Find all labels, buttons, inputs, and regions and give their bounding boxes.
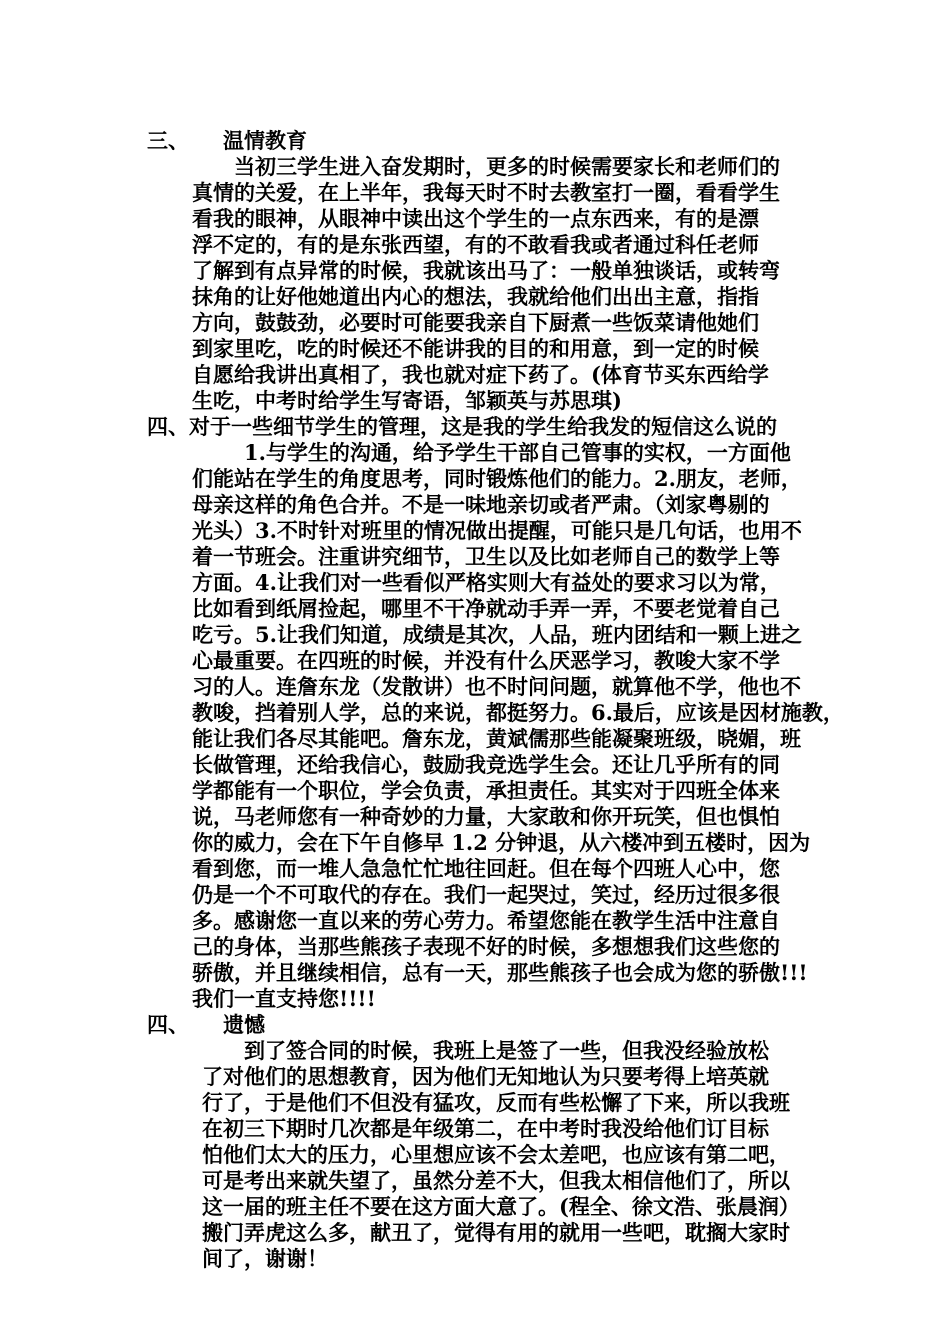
section-4a-line: 说，马老师您有一种奇妙的力量，大家敢和你开玩笑，但也惧怕 <box>192 804 780 829</box>
section-4a-line: 你的威力，会在下午自修早 1.2 分钟退，从六楼冲到五楼时，因为 <box>192 830 811 855</box>
section-4b-title: 遗憾 <box>223 1012 265 1037</box>
section-4a-line: 多。感谢您一直以来的劳心劳力。希望您能在教学生活中注意自 <box>192 908 780 933</box>
section-4a-line: 学都能有一个职位，学会负责，承担责任。其实对于四班全体来 <box>192 778 780 803</box>
section-4b-line: 行了，于是他们不但没有猛攻，反而有些松懈了下来，所以我班 <box>202 1090 790 1115</box>
section-4a-line: 比如看到纸屑捡起，哪里不干净就动手弄一弄，不要老觉着自己 <box>192 596 780 621</box>
section-4b-heading <box>147 1012 265 1038</box>
section-3-line: 看我的眼神，从眼神中读出这个学生的一点东西来，有的是漂 <box>192 206 759 231</box>
section-4b-line: 搬门弄虎这么多，献丑了，觉得有用的就用一些吧，耽搁大家时 <box>202 1220 790 1245</box>
section-4a-line: 长做管理，还给我信心，鼓励我竞选学生会。还让几乎所有的同 <box>192 752 780 777</box>
section-3-line: 到家里吃，吃的时候还不能讲我的目的和用意，到一定的时候 <box>192 336 759 361</box>
section-4a-line: 们能站在学生的角度思考，同时锻炼他们的能力。2.朋友，老师， <box>192 466 802 491</box>
section-3-line: 生吃，中考时给学生写寄语，邹颖英与苏思琪) <box>192 388 622 413</box>
section-3-line: 浮不定的，有的是东张西望，有的不敢看我或者通过科任老师 <box>192 232 759 257</box>
section-4a-line: 心最重要。在四班的时候，并没有什么厌恶学习，教唆大家不学 <box>192 648 780 673</box>
section-3-line: 自愿给我讲出真相了，我也就对症下药了。(体育节买东西给学 <box>192 362 769 387</box>
section-3-line: 了解到有点异常的时候，我就该出马了：一般单独谈话，或转弯 <box>192 258 780 283</box>
section-4a-line: 光头）3.不时针对班里的情况做出提醒，可能只是几句话，也用不 <box>192 518 802 543</box>
section-4a-line: 看到您，而一堆人急急忙忙地往回赶。但在每个四班人心中，您 <box>192 856 780 881</box>
section-4b-line: 间了，谢谢！ <box>202 1246 328 1271</box>
section-4a-line: 仍是一个不可取代的存在。我们一起哭过，笑过，经历过很多很 <box>192 882 780 907</box>
section-4a-line: 习的人。连詹东龙（发散讲）也不时问问题，就算他不学，他也不 <box>192 674 801 699</box>
section-4b-line: 这一届的班主任不要在这方面大意了。(程全、徐文浩、张晨润） <box>202 1194 800 1219</box>
section-3-heading <box>147 128 307 154</box>
section-3-line: 方向，鼓鼓劲，必要时可能要我亲自下厨煮一些饭菜请他她们 <box>192 310 759 335</box>
section-4a-line: 骄傲，并且继续相信，总有一天，那些熊孩子也会成为您的骄傲!!! <box>192 960 808 985</box>
section-4a-line: 我们一直支持您!!!! <box>192 986 376 1011</box>
section-3-number: 三、 <box>147 128 189 153</box>
section-4a-line: 1.与学生的沟通，给予学生干部自己管事的实权，一方面他 <box>244 440 791 465</box>
section-4a-heading: 四、对于一些细节学生的管理，这是我的学生给我发的短信这么说的 <box>147 414 777 439</box>
section-4b-line: 了对他们的思想教育，因为他们无知地认为只要考得上培英就 <box>202 1064 769 1089</box>
section-4b-line: 到了签合同的时候，我班上是签了一些，但我没经验放松 <box>244 1038 769 1063</box>
section-4a-line: 己的身体，当那些熊孩子表现不好的时候，多想想我们这些您的 <box>192 934 780 959</box>
section-4b-line: 在初三下期时几次都是年级第二，在中考时我没给他们订目标 <box>202 1116 769 1141</box>
section-4a-line: 吃亏。5.让我们知道，成绩是其次，人品，班内团结和一颗上进之 <box>192 622 802 647</box>
section-4b-line: 可是考出来就失望了，虽然分差不大，但我太相信他们了，所以 <box>202 1168 790 1193</box>
section-4a-line: 教唆，挡着别人学，总的来说，都挺努力。6.最后，应该是因材施教， <box>192 700 844 725</box>
section-3-line: 抹角的让好他她道出内心的想法，我就给他们出出主意，指指 <box>192 284 759 309</box>
section-4a-line: 母亲这样的角色合并。不是一味地亲切或者严肃。（刘家粤剔的 <box>192 492 770 517</box>
section-3-line: 真情的关爱，在上半年，我每天时不时去教室打一圈，看看学生 <box>192 180 780 205</box>
section-4a-line: 方面。4.让我们对一些看似严格实则大有益处的要求习以为常， <box>192 570 781 595</box>
section-3-title: 温情教育 <box>223 128 307 153</box>
section-4a-line: 着一节班会。注重讲究细节，卫生以及比如老师自己的数学上等 <box>192 544 780 569</box>
section-3-line: 当初三学生进入奋发期时，更多的时候需要家长和老师们的 <box>234 154 780 179</box>
section-4b-line: 怕他们太大的压力，心里想应该不会太差吧，也应该有第二吧， <box>202 1142 790 1167</box>
section-4a-line: 能让我们各尽其能吧。詹东龙，黄斌儒那些能凝聚班级，晓媚，班 <box>192 726 801 751</box>
section-4b-number: 四、 <box>147 1012 189 1037</box>
